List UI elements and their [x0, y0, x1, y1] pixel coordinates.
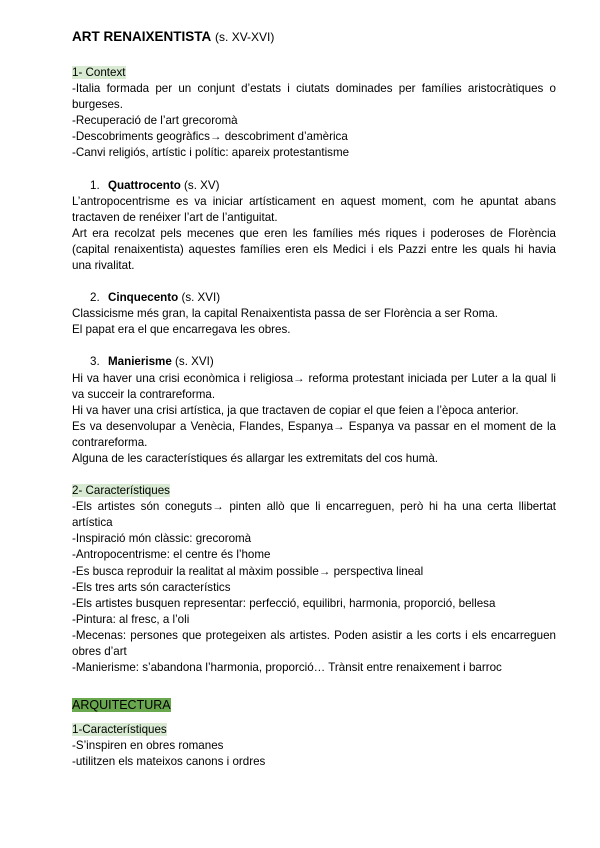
characteristic-line: -Pintura: al fresc, a l’oli	[72, 612, 190, 626]
context-line: -Italia formada per un conjunt d’estats i ciutats dominades per famílies aristocràtiques o burgeses.	[72, 82, 556, 112]
period-paragraph: Alguna de les característiques és allargar les extremitats del cos humà.	[72, 451, 439, 465]
architecture-line: -utilitzen els mateixos canons i ordres	[72, 755, 266, 769]
document-page	[72, 28, 556, 770]
characteristic-line: -Manierisme: s’abandona l’harmonia, proporció… Trànsit entre renaixement i barroc	[72, 661, 502, 675]
characteristic-line: -Els tres arts són característics	[72, 580, 231, 594]
title-date: (s. XV-XVI)	[215, 30, 275, 44]
period-paragraph: Hi va haver una crisi artística, ja que tractaven de copiar el que feien a l’època anterior.	[72, 403, 519, 417]
context-line: -Recuperació de l’art grecoromà	[72, 114, 238, 128]
context-line: -Canvi religiós, artístic i polític: apareix protestantisme	[72, 146, 350, 160]
characteristic-line: -Els artistes busquen representar: perfecció, equilibri, harmonia, proporció, bellesa	[72, 596, 496, 610]
characteristics-heading: 2- Característiques	[72, 484, 170, 498]
characteristic-line: -Es busca reproduir la realitat al màxim possible→ perspectiva lineal	[72, 564, 424, 578]
period-paragraph: Es va desenvolupar a Venècia, Flandes, Espanya→ Espanya va passar en el moment de la contrareforma.	[72, 419, 556, 449]
period-heading-cinquecento: 2. Cinquecento (s. XVI)	[90, 291, 221, 305]
period-paragraph: Art era recolzat pels mecenes que eren les famílies més riques i poderoses de Florència (capital renaixentista) aquestes famílies eren els Medici i els Pazzi entre les quals hi havia una rivalitat.	[72, 226, 556, 273]
title-main: ART RENAIXENTISTA	[72, 29, 212, 44]
period-paragraph: Hi va haver una crisi econòmica i religiosa→ reforma protestant iniciada per Luter a la qual li va succeir la contrareforma.	[72, 371, 556, 401]
context-heading: 1- Context	[72, 66, 126, 79]
context-line: -Descobriments geogràfics→ descobriment d’amèrica	[72, 130, 348, 144]
period-heading-manierisme: 3. Manierisme (s. XVI)	[90, 355, 214, 369]
characteristic-line: -Mecenas: persones que protegeixen als artistes. Poden asistir a les corts i els encarreguen obres d’art	[72, 628, 556, 658]
architecture-subheading: 1-Característiques	[72, 723, 167, 737]
period-paragraph: L’antropocentrisme es va iniciar artísticament en aquest moment, com he apuntat abans tractaven de renéixer l’art de l’antiguitat.	[72, 194, 556, 224]
characteristic-line: -Els artistes són coneguts→ pinten allò que li encarreguen, però hi ha una certa llibertat artística	[72, 500, 556, 530]
period-paragraph: Classicisme més gran, la capital Renaixentista passa de ser Florència a ser Roma.	[72, 307, 498, 321]
characteristic-line: -Inspiració món clàssic: grecoromà	[72, 532, 252, 546]
page-title	[72, 28, 556, 46]
architecture-line: -S’inspiren en obres romanes	[72, 739, 224, 753]
period-paragraph: El papat era el que encarregava les obres.	[72, 323, 291, 337]
characteristic-line: -Antropocentrisme: el centre és l’home	[72, 548, 271, 562]
period-heading-quattrocento: 1. Quattrocento (s. XV)	[90, 178, 220, 192]
architecture-heading: ARQUITECTURA	[72, 698, 171, 713]
